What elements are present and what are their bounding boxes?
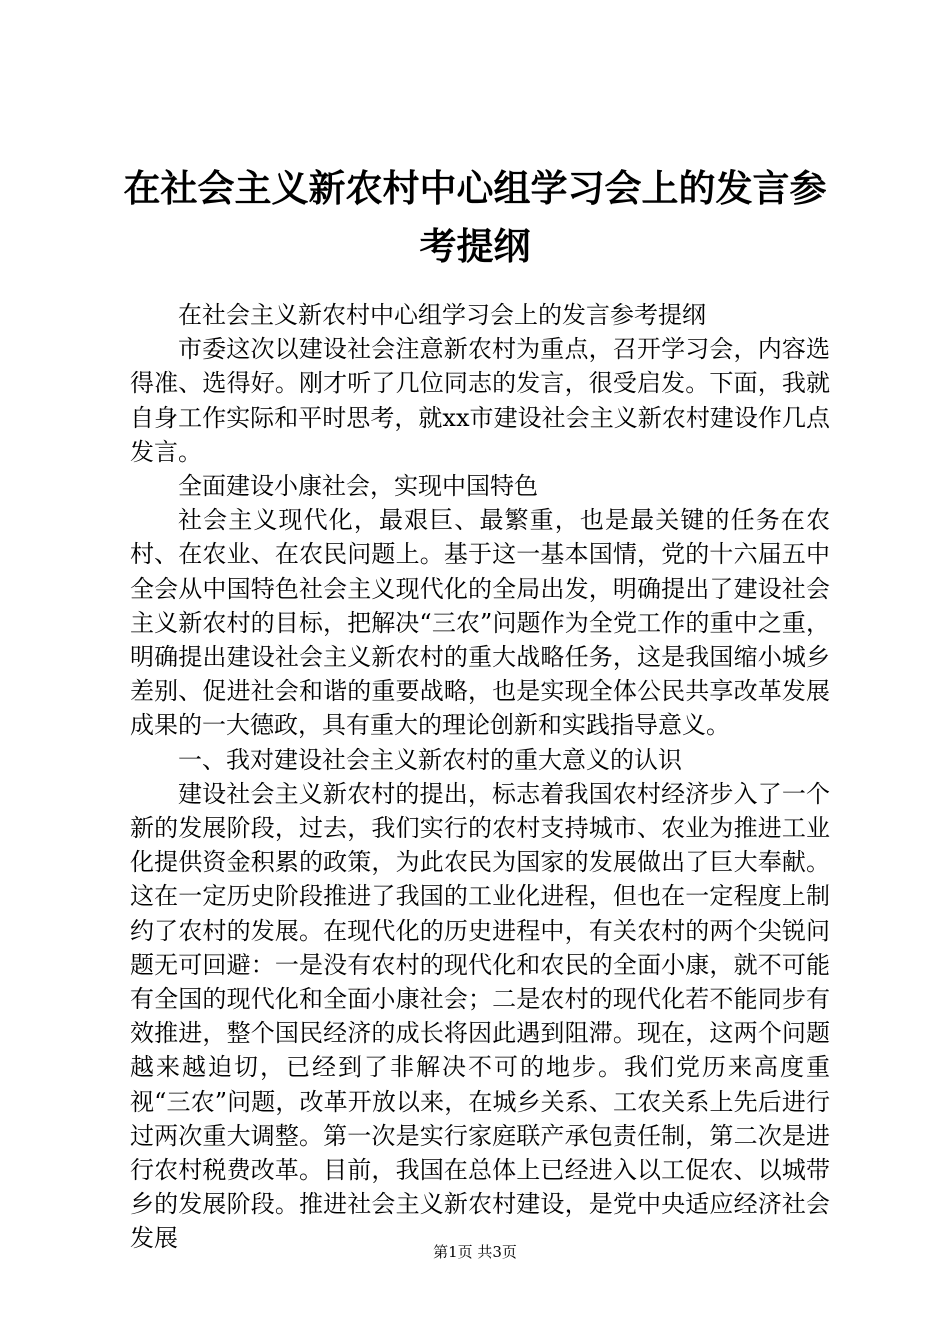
paragraph-subtitle: 在社会主义新农村中心组学习会上的发言参考提纲: [178, 301, 706, 329]
paragraph-heading-xiaokang: 全面建设小康社会，实现中国特色: [178, 472, 538, 501]
document-title: 在社会主义新农村中心组学习会上的发言参考提纲: [123, 167, 827, 268]
document-body: [130, 298, 830, 1256]
paragraph-significance: 建设社会主义新农村的提出，标志着我国农村经济步入了一个新的发展阶段，过去，我们实行的农村支持城市、农业为推进工业化提供资金积累的政策，为此农民为国家的发展做出了巨大奉献。这在一定历史阶段推进了我国的工业化进程，但也在一定程度上制约了农村的发展。在现代化的历史进程中，有关农村的两个尖锐问题无可回避：一是没有农村的现代化和农民的全面小康，就不可能有全国的现代化和全面小康社会；二是农村的现代化若不能同步有效推进，整个国民经济的成长将因此遇到阻滞。现在，这两个问题越来越迫切，已经到了非解决不可的地步。我们党历来高度重视“三农”问题，改革开放以来，在城乡关系、工农关系上先后进行过两次重大调整。第一次是实行家庭联产承包责任制，第二次是进行农村税费改革。目前，我国在总体上已经进入以工促农、以城带乡的发展阶段。推进社会主义新农村建设，是党中央适应经济社会发展: [130, 779, 830, 1253]
paragraph-intro: 市委这次以建设社会注意新农村为重点，召开学习会，内容选得准、选得好。刚才听了几位同志的发言，很受启发。下面，我就自身工作实际和平时思考，就xx市建设社会主义新农村建设作几点发言。: [130, 335, 830, 466]
page-number-footer: 第1页 共3页: [433, 1243, 517, 1261]
paragraph-modernization: 社会主义现代化，最艰巨、最繁重，也是最关键的任务在农村、在农业、在农民问题上。基于这一基本国情，党的十六届五中全会从中国特色社会主义现代化的全局出发，明确提出了建设社会主义新农村的目标，把解决“三农”问题作为全党工作的重中之重，明确提出建设社会主义新农村的重大战略任务，这是我国缩小城乡差别、促进社会和谐的重要战略，也是实现全体公民共享改革发展成果的一大德政，具有重大的理论创新和实践指导意义。: [130, 506, 830, 740]
section-heading-1: 一、我对建设社会主义新农村的重大意义的认识: [178, 745, 682, 774]
